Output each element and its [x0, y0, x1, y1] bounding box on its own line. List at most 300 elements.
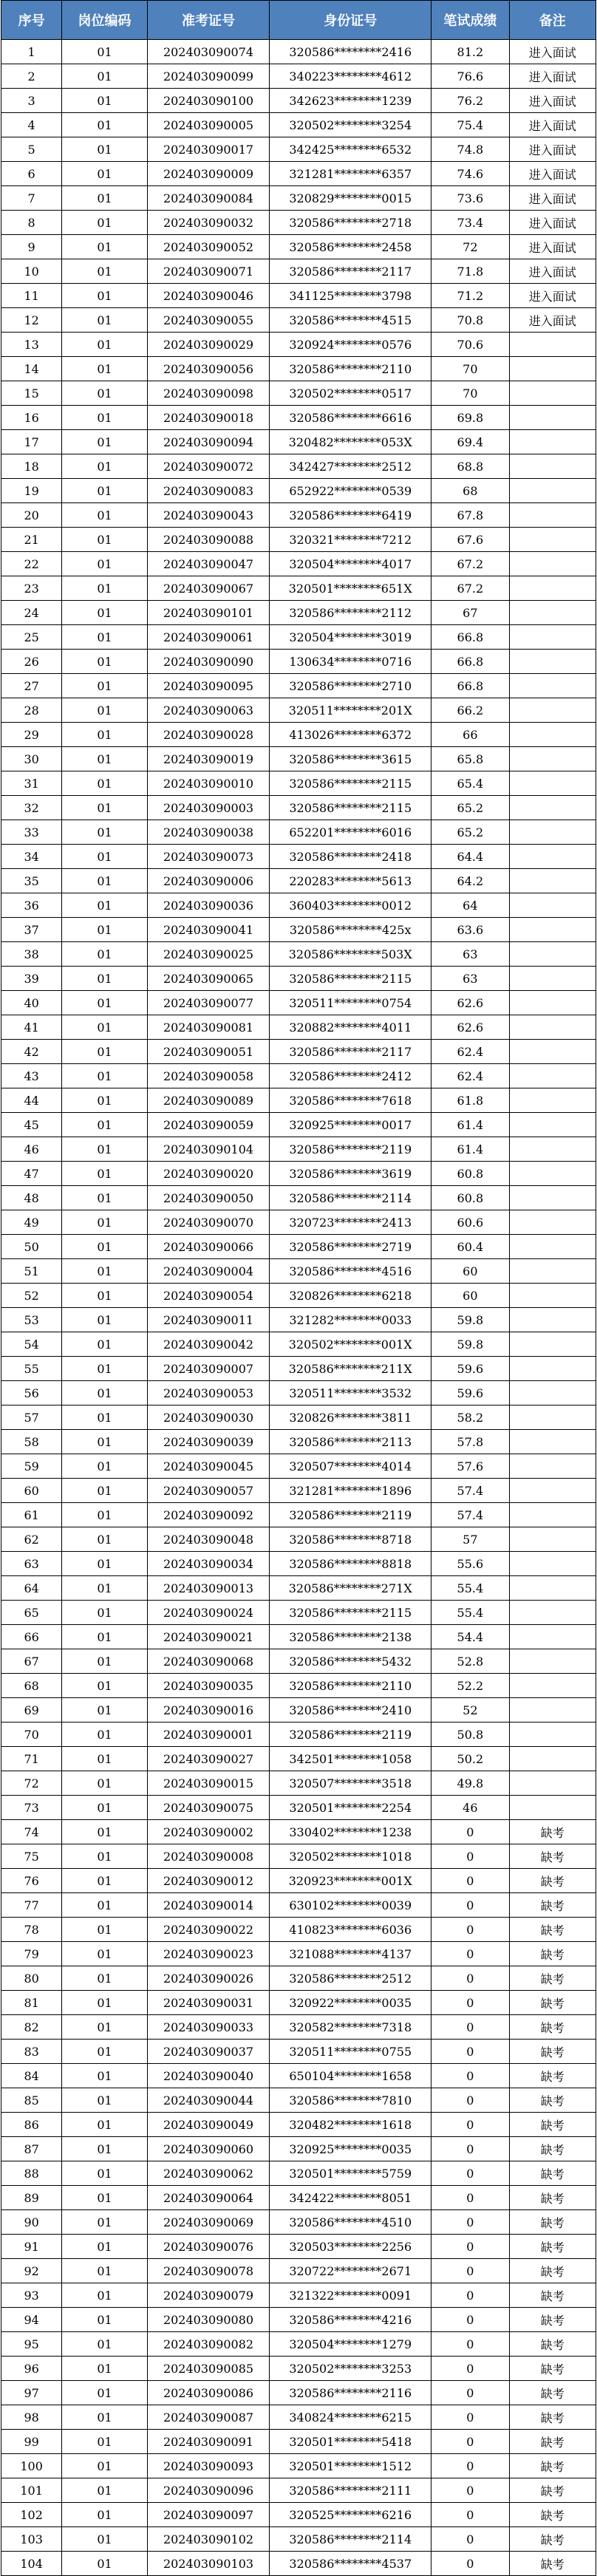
cell-id-no: 320504********3019	[270, 625, 431, 650]
table-row	[1, 1576, 596, 1601]
cell-note	[509, 1162, 596, 1186]
table-row	[1, 625, 596, 650]
cell-post-code: 01	[62, 2161, 147, 2186]
cell-exam-no: 202403090079	[147, 2283, 270, 2308]
cell-note	[509, 991, 596, 1015]
table-row	[1, 1430, 596, 1454]
cell-exam-no: 202403090001	[147, 1723, 270, 1747]
cell-id-no: 320511********0754	[270, 991, 431, 1015]
table-row	[1, 698, 596, 723]
cell-note	[509, 1357, 596, 1381]
cell-score: 60.6	[431, 1210, 509, 1235]
cell-exam-no: 202403090054	[147, 1284, 270, 1308]
cell-exam-no: 202403090046	[147, 284, 270, 308]
cell-score: 65.2	[431, 820, 509, 845]
cell-id-no: 320922********0035	[270, 1991, 431, 2015]
cell-post-code: 01	[62, 869, 147, 893]
cell-id-no: 320923********001X	[270, 1869, 431, 1893]
table-row	[1, 2186, 596, 2210]
cell-post-code: 01	[62, 2040, 147, 2064]
header-post-code: 岗位编码	[62, 1, 147, 40]
table-row	[1, 381, 596, 406]
cell-note	[509, 1723, 596, 1747]
cell-post-code: 01	[62, 893, 147, 918]
cell-post-code: 01	[62, 2015, 147, 2040]
cell-post-code: 01	[62, 2064, 147, 2088]
cell-exam-no: 202403090031	[147, 1991, 270, 2015]
cell-exam-no: 202403090014	[147, 1893, 270, 1918]
cell-id-no: 650104********1658	[270, 2064, 431, 2088]
cell-note	[509, 1698, 596, 1723]
cell-exam-no: 202403090055	[147, 308, 270, 333]
table-row	[1, 674, 596, 698]
table-row	[1, 1113, 596, 1137]
table-row	[1, 1235, 596, 1259]
cell-exam-no: 202403090058	[147, 1064, 270, 1088]
cell-seq: 32	[1, 796, 62, 820]
cell-score: 67.2	[431, 552, 509, 576]
cell-score: 0	[431, 1820, 509, 1844]
cell-exam-no: 202403090062	[147, 2161, 270, 2186]
cell-seq: 100	[1, 2454, 62, 2478]
cell-exam-no: 202403090073	[147, 845, 270, 869]
cell-id-no: 321281********6357	[270, 162, 431, 186]
cell-note	[509, 1674, 596, 1698]
cell-note	[509, 1747, 596, 1771]
cell-note: 缺考	[509, 2527, 596, 2552]
cell-note: 缺考	[509, 2332, 596, 2357]
cell-exam-no: 202403090064	[147, 2186, 270, 2210]
cell-score: 57	[431, 1527, 509, 1552]
cell-id-no: 320507********4014	[270, 1454, 431, 1479]
cell-id-no: 320924********0576	[270, 333, 431, 357]
cell-seq: 67	[1, 1649, 62, 1674]
table-row	[1, 2332, 596, 2357]
cell-exam-no: 202403090043	[147, 503, 270, 528]
cell-id-no: 320586********6419	[270, 503, 431, 528]
cell-exam-no: 202403090096	[147, 2478, 270, 2503]
cell-seq: 34	[1, 845, 62, 869]
cell-score: 66.8	[431, 674, 509, 698]
cell-id-no: 320511********201X	[270, 698, 431, 723]
cell-exam-no: 202403090089	[147, 1088, 270, 1113]
cell-note	[509, 1113, 596, 1137]
table-row	[1, 1918, 596, 1942]
table-row	[1, 1259, 596, 1284]
table-row	[1, 1186, 596, 1210]
cell-post-code: 01	[62, 771, 147, 796]
cell-id-no: 320586********3619	[270, 1162, 431, 1186]
cell-score: 0	[431, 1918, 509, 1942]
cell-exam-no: 202403090050	[147, 1186, 270, 1210]
cell-note	[509, 406, 596, 430]
cell-seq: 18	[1, 454, 62, 479]
cell-seq: 35	[1, 869, 62, 893]
cell-exam-no: 202403090042	[147, 1332, 270, 1357]
cell-id-no: 320502********1018	[270, 1844, 431, 1869]
cell-id-no: 320586********2718	[270, 211, 431, 235]
cell-id-no: 320586********2117	[270, 1040, 431, 1064]
cell-exam-no: 202403090104	[147, 1137, 270, 1162]
cell-note: 进入面试	[509, 137, 596, 162]
cell-seq: 69	[1, 1698, 62, 1723]
cell-id-no: 320586********4516	[270, 1259, 431, 1284]
cell-post-code: 01	[62, 64, 147, 89]
cell-id-no: 321281********1896	[270, 1479, 431, 1503]
cell-post-code: 01	[62, 1747, 147, 1771]
cell-seq: 11	[1, 284, 62, 308]
cell-note: 缺考	[509, 2088, 596, 2113]
cell-id-no: 320925********0017	[270, 1113, 431, 1137]
cell-exam-no: 202403090082	[147, 2332, 270, 2357]
cell-note	[509, 893, 596, 918]
cell-score: 0	[431, 2161, 509, 2186]
cell-exam-no: 202403090011	[147, 1308, 270, 1332]
cell-note	[509, 1405, 596, 1430]
cell-post-code: 01	[62, 1893, 147, 1918]
cell-seq: 45	[1, 1113, 62, 1137]
table-row	[1, 1332, 596, 1357]
cell-id-no: 320586********2112	[270, 601, 431, 625]
table-header	[1, 1, 596, 40]
cell-post-code: 01	[62, 2527, 147, 2552]
cell-score: 0	[431, 2040, 509, 2064]
cell-id-no: 340824********6215	[270, 2405, 431, 2430]
table-row	[1, 2478, 596, 2503]
table-row	[1, 430, 596, 454]
cell-note: 缺考	[509, 1991, 596, 2015]
cell-seq: 104	[1, 2552, 62, 2576]
cell-seq: 4	[1, 113, 62, 137]
cell-post-code: 01	[62, 1430, 147, 1454]
cell-seq: 7	[1, 186, 62, 211]
cell-post-code: 01	[62, 430, 147, 454]
table-row	[1, 454, 596, 479]
table-row	[1, 2235, 596, 2259]
cell-seq: 46	[1, 1137, 62, 1162]
cell-post-code: 01	[62, 1454, 147, 1479]
cell-post-code: 01	[62, 1357, 147, 1381]
cell-score: 60.8	[431, 1162, 509, 1186]
table-row	[1, 1625, 596, 1649]
cell-seq: 80	[1, 1966, 62, 1991]
cell-post-code: 01	[62, 1796, 147, 1820]
cell-id-no: 340223********4612	[270, 64, 431, 89]
cell-exam-no: 202403090018	[147, 406, 270, 430]
cell-exam-no: 202403090068	[147, 1649, 270, 1674]
cell-exam-no: 202403090041	[147, 918, 270, 942]
cell-seq: 47	[1, 1162, 62, 1186]
cell-id-no: 320525********6216	[270, 2503, 431, 2527]
table-row	[1, 2064, 596, 2088]
cell-id-no: 413026********6372	[270, 723, 431, 747]
cell-exam-no: 202403090091	[147, 2430, 270, 2454]
cell-post-code: 01	[62, 1259, 147, 1284]
cell-id-no: 630102********0039	[270, 1893, 431, 1918]
cell-exam-no: 202403090103	[147, 2552, 270, 2576]
cell-post-code: 01	[62, 625, 147, 650]
table-row	[1, 820, 596, 845]
header-seq: 序号	[1, 1, 62, 40]
cell-exam-no: 202403090070	[147, 1210, 270, 1235]
cell-seq: 20	[1, 503, 62, 528]
cell-score: 70.8	[431, 308, 509, 333]
header-id-no: 身份证号	[270, 1, 431, 40]
cell-seq: 82	[1, 2015, 62, 2040]
table-row	[1, 89, 596, 113]
cell-score: 60	[431, 1259, 509, 1284]
cell-exam-no: 202403090036	[147, 893, 270, 918]
cell-exam-no: 202403090090	[147, 650, 270, 674]
cell-score: 0	[431, 1893, 509, 1918]
cell-score: 0	[431, 2235, 509, 2259]
cell-seq: 84	[1, 2064, 62, 2088]
cell-exam-no: 202403090092	[147, 1503, 270, 1527]
cell-id-no: 342425********6532	[270, 137, 431, 162]
cell-id-no: 652922********0539	[270, 479, 431, 503]
cell-score: 52.2	[431, 1674, 509, 1698]
cell-id-no: 320504********1279	[270, 2332, 431, 2357]
cell-note	[509, 503, 596, 528]
table-row	[1, 162, 596, 186]
cell-id-no: 320586********6616	[270, 406, 431, 430]
cell-note: 缺考	[509, 2430, 596, 2454]
cell-note	[509, 1454, 596, 1479]
cell-exam-no: 202403090019	[147, 747, 270, 771]
cell-score: 0	[431, 1991, 509, 2015]
cell-note: 缺考	[509, 2454, 596, 2478]
cell-seq: 90	[1, 2210, 62, 2235]
cell-post-code: 01	[62, 2235, 147, 2259]
cell-seq: 29	[1, 723, 62, 747]
cell-exam-no: 202403090003	[147, 796, 270, 820]
cell-score: 0	[431, 2527, 509, 2552]
cell-score: 0	[431, 1942, 509, 1966]
cell-exam-no: 202403090100	[147, 89, 270, 113]
cell-score: 0	[431, 2405, 509, 2430]
cell-post-code: 01	[62, 2454, 147, 2478]
cell-score: 71.2	[431, 284, 509, 308]
cell-note: 缺考	[509, 2259, 596, 2283]
cell-note: 缺考	[509, 2552, 596, 2576]
cell-seq: 60	[1, 1479, 62, 1503]
cell-seq: 87	[1, 2137, 62, 2161]
table-row	[1, 1747, 596, 1771]
cell-note: 进入面试	[509, 113, 596, 137]
cell-seq: 21	[1, 528, 62, 552]
cell-id-no: 320586********2114	[270, 1186, 431, 1210]
cell-id-no: 320586********4510	[270, 2210, 431, 2235]
cell-post-code: 01	[62, 406, 147, 430]
cell-post-code: 01	[62, 2113, 147, 2137]
cell-post-code: 01	[62, 1162, 147, 1186]
cell-note: 进入面试	[509, 308, 596, 333]
cell-score: 60.8	[431, 1186, 509, 1210]
cell-seq: 101	[1, 2478, 62, 2503]
cell-exam-no: 202403090007	[147, 1357, 270, 1381]
cell-id-no: 320586********503X	[270, 942, 431, 967]
cell-post-code: 01	[62, 2381, 147, 2405]
cell-exam-no: 202403090030	[147, 1405, 270, 1430]
cell-id-no: 321322********0091	[270, 2283, 431, 2308]
cell-exam-no: 202403090006	[147, 869, 270, 893]
cell-post-code: 01	[62, 1210, 147, 1235]
cell-exam-no: 202403090002	[147, 1820, 270, 1844]
cell-score: 61.4	[431, 1113, 509, 1137]
cell-exam-no: 202403090020	[147, 1162, 270, 1186]
cell-exam-no: 202403090004	[147, 1259, 270, 1284]
table-row	[1, 137, 596, 162]
table-row	[1, 845, 596, 869]
cell-score: 66	[431, 723, 509, 747]
cell-score: 52.8	[431, 1649, 509, 1674]
cell-score: 67.8	[431, 503, 509, 528]
cell-id-no: 320586********2719	[270, 1235, 431, 1259]
cell-note	[509, 381, 596, 406]
table-row	[1, 942, 596, 967]
cell-note: 缺考	[509, 2308, 596, 2332]
table-row	[1, 723, 596, 747]
cell-id-no: 320586********3615	[270, 747, 431, 771]
cell-score: 63	[431, 967, 509, 991]
cell-id-no: 320586********4515	[270, 308, 431, 333]
cell-seq: 19	[1, 479, 62, 503]
table-row	[1, 2454, 596, 2478]
cell-score: 55.4	[431, 1601, 509, 1625]
cell-seq: 52	[1, 1284, 62, 1308]
cell-id-no: 320586********2418	[270, 845, 431, 869]
cell-seq: 3	[1, 89, 62, 113]
cell-exam-no: 202403090081	[147, 1015, 270, 1040]
table-row	[1, 1601, 596, 1625]
cell-exam-no: 202403090080	[147, 2308, 270, 2332]
cell-exam-no: 202403090085	[147, 2357, 270, 2381]
cell-id-no: 320586********2113	[270, 1430, 431, 1454]
cell-note: 缺考	[509, 1918, 596, 1942]
cell-exam-no: 202403090101	[147, 601, 270, 625]
table-row	[1, 1088, 596, 1113]
cell-post-code: 01	[62, 1064, 147, 1088]
cell-score: 67.2	[431, 576, 509, 601]
cell-seq: 39	[1, 967, 62, 991]
cell-exam-no: 202403090021	[147, 1625, 270, 1649]
cell-id-no: 320586********5432	[270, 1649, 431, 1674]
cell-score: 55.6	[431, 1552, 509, 1576]
cell-note	[509, 625, 596, 650]
cell-seq: 26	[1, 650, 62, 674]
cell-exam-no: 202403090048	[147, 1527, 270, 1552]
cell-id-no: 320501********5418	[270, 2430, 431, 2454]
cell-score: 0	[431, 2478, 509, 2503]
cell-score: 81.2	[431, 40, 509, 64]
cell-seq: 81	[1, 1991, 62, 2015]
cell-post-code: 01	[62, 235, 147, 259]
cell-score: 75.4	[431, 113, 509, 137]
cell-score: 62.6	[431, 991, 509, 1015]
cell-post-code: 01	[62, 211, 147, 235]
cell-post-code: 01	[62, 1552, 147, 1576]
cell-id-no: 320586********2119	[270, 1137, 431, 1162]
table-row	[1, 1771, 596, 1796]
cell-score: 46	[431, 1796, 509, 1820]
cell-note	[509, 1796, 596, 1820]
cell-note	[509, 528, 596, 552]
table-row	[1, 2430, 596, 2454]
cell-score: 60	[431, 1284, 509, 1308]
cell-id-no: 320586********4216	[270, 2308, 431, 2332]
cell-seq: 99	[1, 2430, 62, 2454]
cell-seq: 8	[1, 211, 62, 235]
cell-score: 61.4	[431, 1137, 509, 1162]
cell-id-no: 321282********0033	[270, 1308, 431, 1332]
cell-post-code: 01	[62, 1113, 147, 1137]
table-row	[1, 357, 596, 381]
cell-note: 缺考	[509, 2210, 596, 2235]
cell-note	[509, 1186, 596, 1210]
cell-score: 0	[431, 1966, 509, 1991]
cell-exam-no: 202403090022	[147, 1918, 270, 1942]
table-row	[1, 333, 596, 357]
cell-post-code: 01	[62, 2259, 147, 2283]
cell-id-no: 130634********0716	[270, 650, 431, 674]
cell-seq: 31	[1, 771, 62, 796]
cell-seq: 94	[1, 2308, 62, 2332]
cell-seq: 61	[1, 1503, 62, 1527]
table-row	[1, 528, 596, 552]
cell-score: 55.4	[431, 1576, 509, 1601]
table-row	[1, 1357, 596, 1381]
cell-note	[509, 674, 596, 698]
cell-note	[509, 357, 596, 381]
cell-score: 0	[431, 2552, 509, 2576]
table-row	[1, 991, 596, 1015]
table-row	[1, 2381, 596, 2405]
cell-seq: 51	[1, 1259, 62, 1284]
cell-id-no: 320826********3811	[270, 1405, 431, 1430]
cell-post-code: 01	[62, 89, 147, 113]
cell-note	[509, 1137, 596, 1162]
cell-post-code: 01	[62, 1771, 147, 1796]
cell-id-no: 320503********2256	[270, 2235, 431, 2259]
cell-exam-no: 202403090027	[147, 1747, 270, 1771]
cell-post-code: 01	[62, 1576, 147, 1601]
table-row	[1, 2113, 596, 2137]
cell-seq: 102	[1, 2503, 62, 2527]
table-row	[1, 1015, 596, 1040]
cell-score: 59.6	[431, 1357, 509, 1381]
table-row	[1, 1966, 596, 1991]
cell-score: 0	[431, 2137, 509, 2161]
cell-score: 66.8	[431, 650, 509, 674]
cell-score: 59.8	[431, 1308, 509, 1332]
table-row	[1, 771, 596, 796]
cell-post-code: 01	[62, 674, 147, 698]
cell-id-no: 320586********2512	[270, 1966, 431, 1991]
cell-post-code: 01	[62, 2283, 147, 2308]
table-row	[1, 601, 596, 625]
cell-exam-no: 202403090051	[147, 1040, 270, 1064]
cell-post-code: 01	[62, 2478, 147, 2503]
table-row	[1, 1820, 596, 1844]
cell-post-code: 01	[62, 333, 147, 357]
cell-note: 缺考	[509, 2478, 596, 2503]
cell-id-no: 320586********2119	[270, 1723, 431, 1747]
cell-exam-no: 202403090035	[147, 1674, 270, 1698]
cell-note	[509, 967, 596, 991]
cell-id-no: 320586********2117	[270, 259, 431, 284]
cell-seq: 24	[1, 601, 62, 625]
cell-score: 68	[431, 479, 509, 503]
